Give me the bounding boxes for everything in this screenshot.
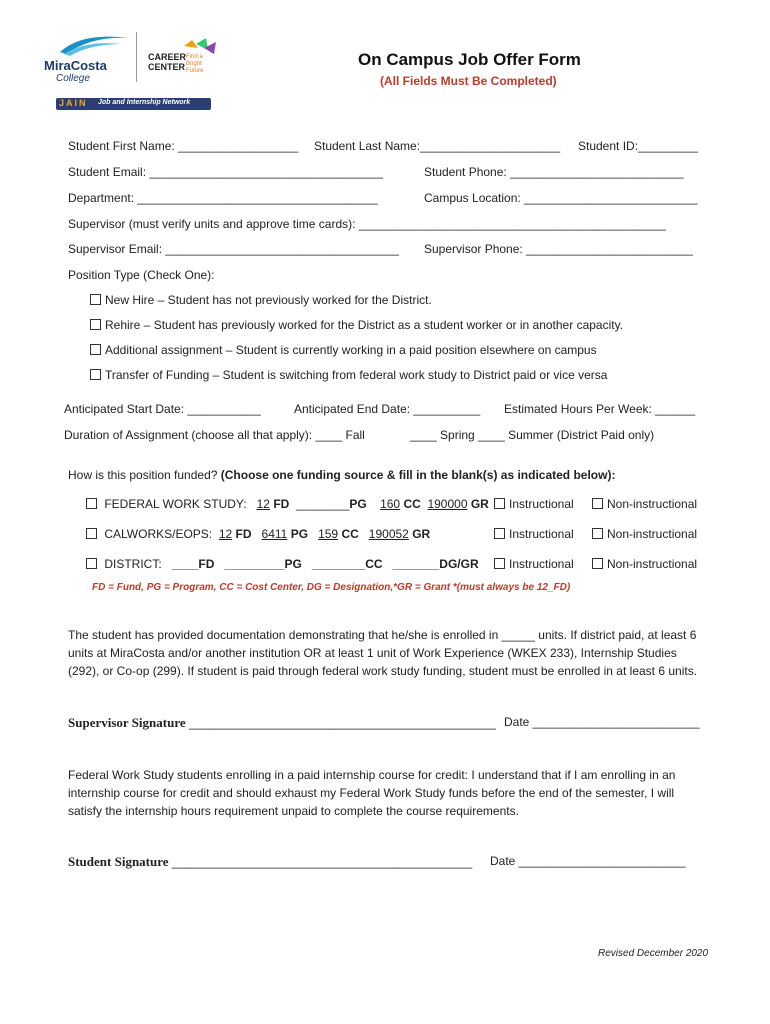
position-option-transfer[interactable]: Transfer of Funding – Student is switching from federal work study to District paid or vice versa xyxy=(90,368,607,382)
checkbox[interactable] xyxy=(86,558,97,569)
svg-text:CAREER: CAREER xyxy=(148,52,187,62)
jain-letters: JAIN xyxy=(59,98,88,108)
checkbox[interactable] xyxy=(592,558,603,569)
checkbox[interactable] xyxy=(592,528,603,539)
student-phone-field[interactable]: Student Phone: __________________________ xyxy=(424,165,684,179)
end-date-field[interactable]: Anticipated End Date: __________ xyxy=(294,402,481,416)
page-subtitle: (All Fields Must Be Completed) xyxy=(380,74,557,88)
jain-text: Job and Internship Network xyxy=(98,99,191,106)
logo-divider xyxy=(136,32,137,82)
miracosta-college-logo xyxy=(42,30,132,86)
checkbox[interactable] xyxy=(86,498,97,509)
supervisor-field[interactable]: Supervisor (must verify units and approve time cards): ______________________________________________ xyxy=(68,217,666,231)
supervisor-signature-row[interactable]: Supervisor Signature ______________________________________________ xyxy=(68,715,496,730)
svg-text:Future: Future xyxy=(186,68,204,74)
department-field[interactable]: Department: ____________________________________ xyxy=(68,191,378,205)
calworks-non-instructional-option[interactable]: Non-instructional xyxy=(592,527,697,541)
jain-network-banner xyxy=(56,98,211,110)
position-option-new-hire[interactable]: New Hire – Student has not previously worked for the District. xyxy=(90,293,432,307)
svg-text:CENTER: CENTER xyxy=(148,62,186,72)
revised-date: Revised December 2020 xyxy=(598,948,709,959)
student-signature-date[interactable]: Date _________________________ xyxy=(490,854,686,868)
svg-text:Bright: Bright xyxy=(186,61,202,67)
hours-per-week-field[interactable]: Estimated Hours Per Week: ______ xyxy=(504,402,696,416)
fws-instructional-option[interactable]: Instructional xyxy=(494,497,574,511)
checkbox[interactable] xyxy=(494,498,505,509)
enrollment-statement: The student has provided documentation demonstrating that he/she is enrolled in _____ units. If district paid, at least 6 units at MiraCosta and/or another institution OR at least 1 unit of Work Experience (WKEX 233), Internship Studies (292), or Co-op (299). If student is paid through federal work study funding, student must be enrolled in at least 6 units. xyxy=(68,628,698,678)
student-last-name-field[interactable]: Student Last Name:_____________________ xyxy=(314,139,561,153)
student-signature-row[interactable]: Student Signature _____________________________________________ xyxy=(68,854,473,869)
student-signature-label: Student Signature xyxy=(68,854,169,869)
checkbox[interactable] xyxy=(494,528,505,539)
checkbox[interactable] xyxy=(90,294,101,305)
position-type-label: Position Type (Check One): xyxy=(68,268,215,282)
funding-row-fws[interactable]: FEDERAL WORK STUDY: 12 FD ________PG 160 CC 190000 GR xyxy=(86,497,489,511)
career-center-logo xyxy=(146,36,226,80)
svg-text:Find a: Find a xyxy=(186,54,203,60)
funding-row-district[interactable]: DISTRICT: ____FD _________PG ________CC _______DG/GR xyxy=(86,557,479,571)
funding-legend: FD = Fund, PG = Program, CC = Cost Center, DG = Designation,*GR = Grant *(must always be 12_FD) xyxy=(92,582,571,593)
position-option-additional[interactable]: Additional assignment – Student is currently working in a paid position elsewhere on campus xyxy=(90,343,597,357)
duration-spring-summer[interactable]: ____ Spring ____ Summer (District Paid only) xyxy=(410,428,655,442)
district-non-instructional-option[interactable]: Non-instructional xyxy=(592,557,697,571)
duration-field[interactable]: Duration of Assignment (choose all that apply): ____ Fall xyxy=(64,428,365,442)
checkbox[interactable] xyxy=(494,558,505,569)
checkbox[interactable] xyxy=(90,344,101,355)
start-date-field[interactable]: Anticipated Start Date: ___________ xyxy=(64,402,261,416)
checkbox[interactable] xyxy=(592,498,603,509)
supervisor-signature-date[interactable]: Date _________________________ xyxy=(504,715,700,729)
checkbox[interactable] xyxy=(90,369,101,380)
supervisor-phone-field[interactable]: Supervisor Phone: _________________________ xyxy=(424,242,693,256)
fws-statement: Federal Work Study students enrolling in a paid internship course for credit: I understand that if I am enrolling in an internship course for credit and should exhaust my Federal Work Study funds before the end of the semester, I will satisfy the internship hours requirement unpaid to complete the course requirements. xyxy=(68,768,676,818)
calworks-instructional-option[interactable]: Instructional xyxy=(494,527,574,541)
student-first-name-field[interactable]: Student First Name: __________________ xyxy=(68,139,299,153)
funding-row-calworks[interactable]: CALWORKS/EOPS: 12 FD 6411 PG 159 CC 190052 GR xyxy=(86,527,430,541)
fws-non-instructional-option[interactable]: Non-instructional xyxy=(592,497,697,511)
student-id-field[interactable]: Student ID:_________ xyxy=(578,139,699,153)
college-wordmark: College xyxy=(56,73,90,84)
miracosta-wordmark: MiraCosta xyxy=(44,58,107,73)
checkbox[interactable] xyxy=(86,528,97,539)
supervisor-signature-label: Supervisor Signature xyxy=(68,715,186,730)
funding-question: How is this position funded? (Choose one funding source & fill in the blank(s) as indicated below): xyxy=(68,468,616,482)
checkbox[interactable] xyxy=(90,319,101,330)
position-option-rehire[interactable]: Rehire – Student has previously worked for the District as a student worker or in another capacity. xyxy=(90,318,623,332)
district-instructional-option[interactable]: Instructional xyxy=(494,557,574,571)
student-email-field[interactable]: Student Email: ___________________________________ xyxy=(68,165,383,179)
campus-location-field[interactable]: Campus Location: __________________________ xyxy=(424,191,698,205)
supervisor-email-field[interactable]: Supervisor Email: ___________________________________ xyxy=(68,242,399,256)
page-title: On Campus Job Offer Form xyxy=(358,50,581,69)
